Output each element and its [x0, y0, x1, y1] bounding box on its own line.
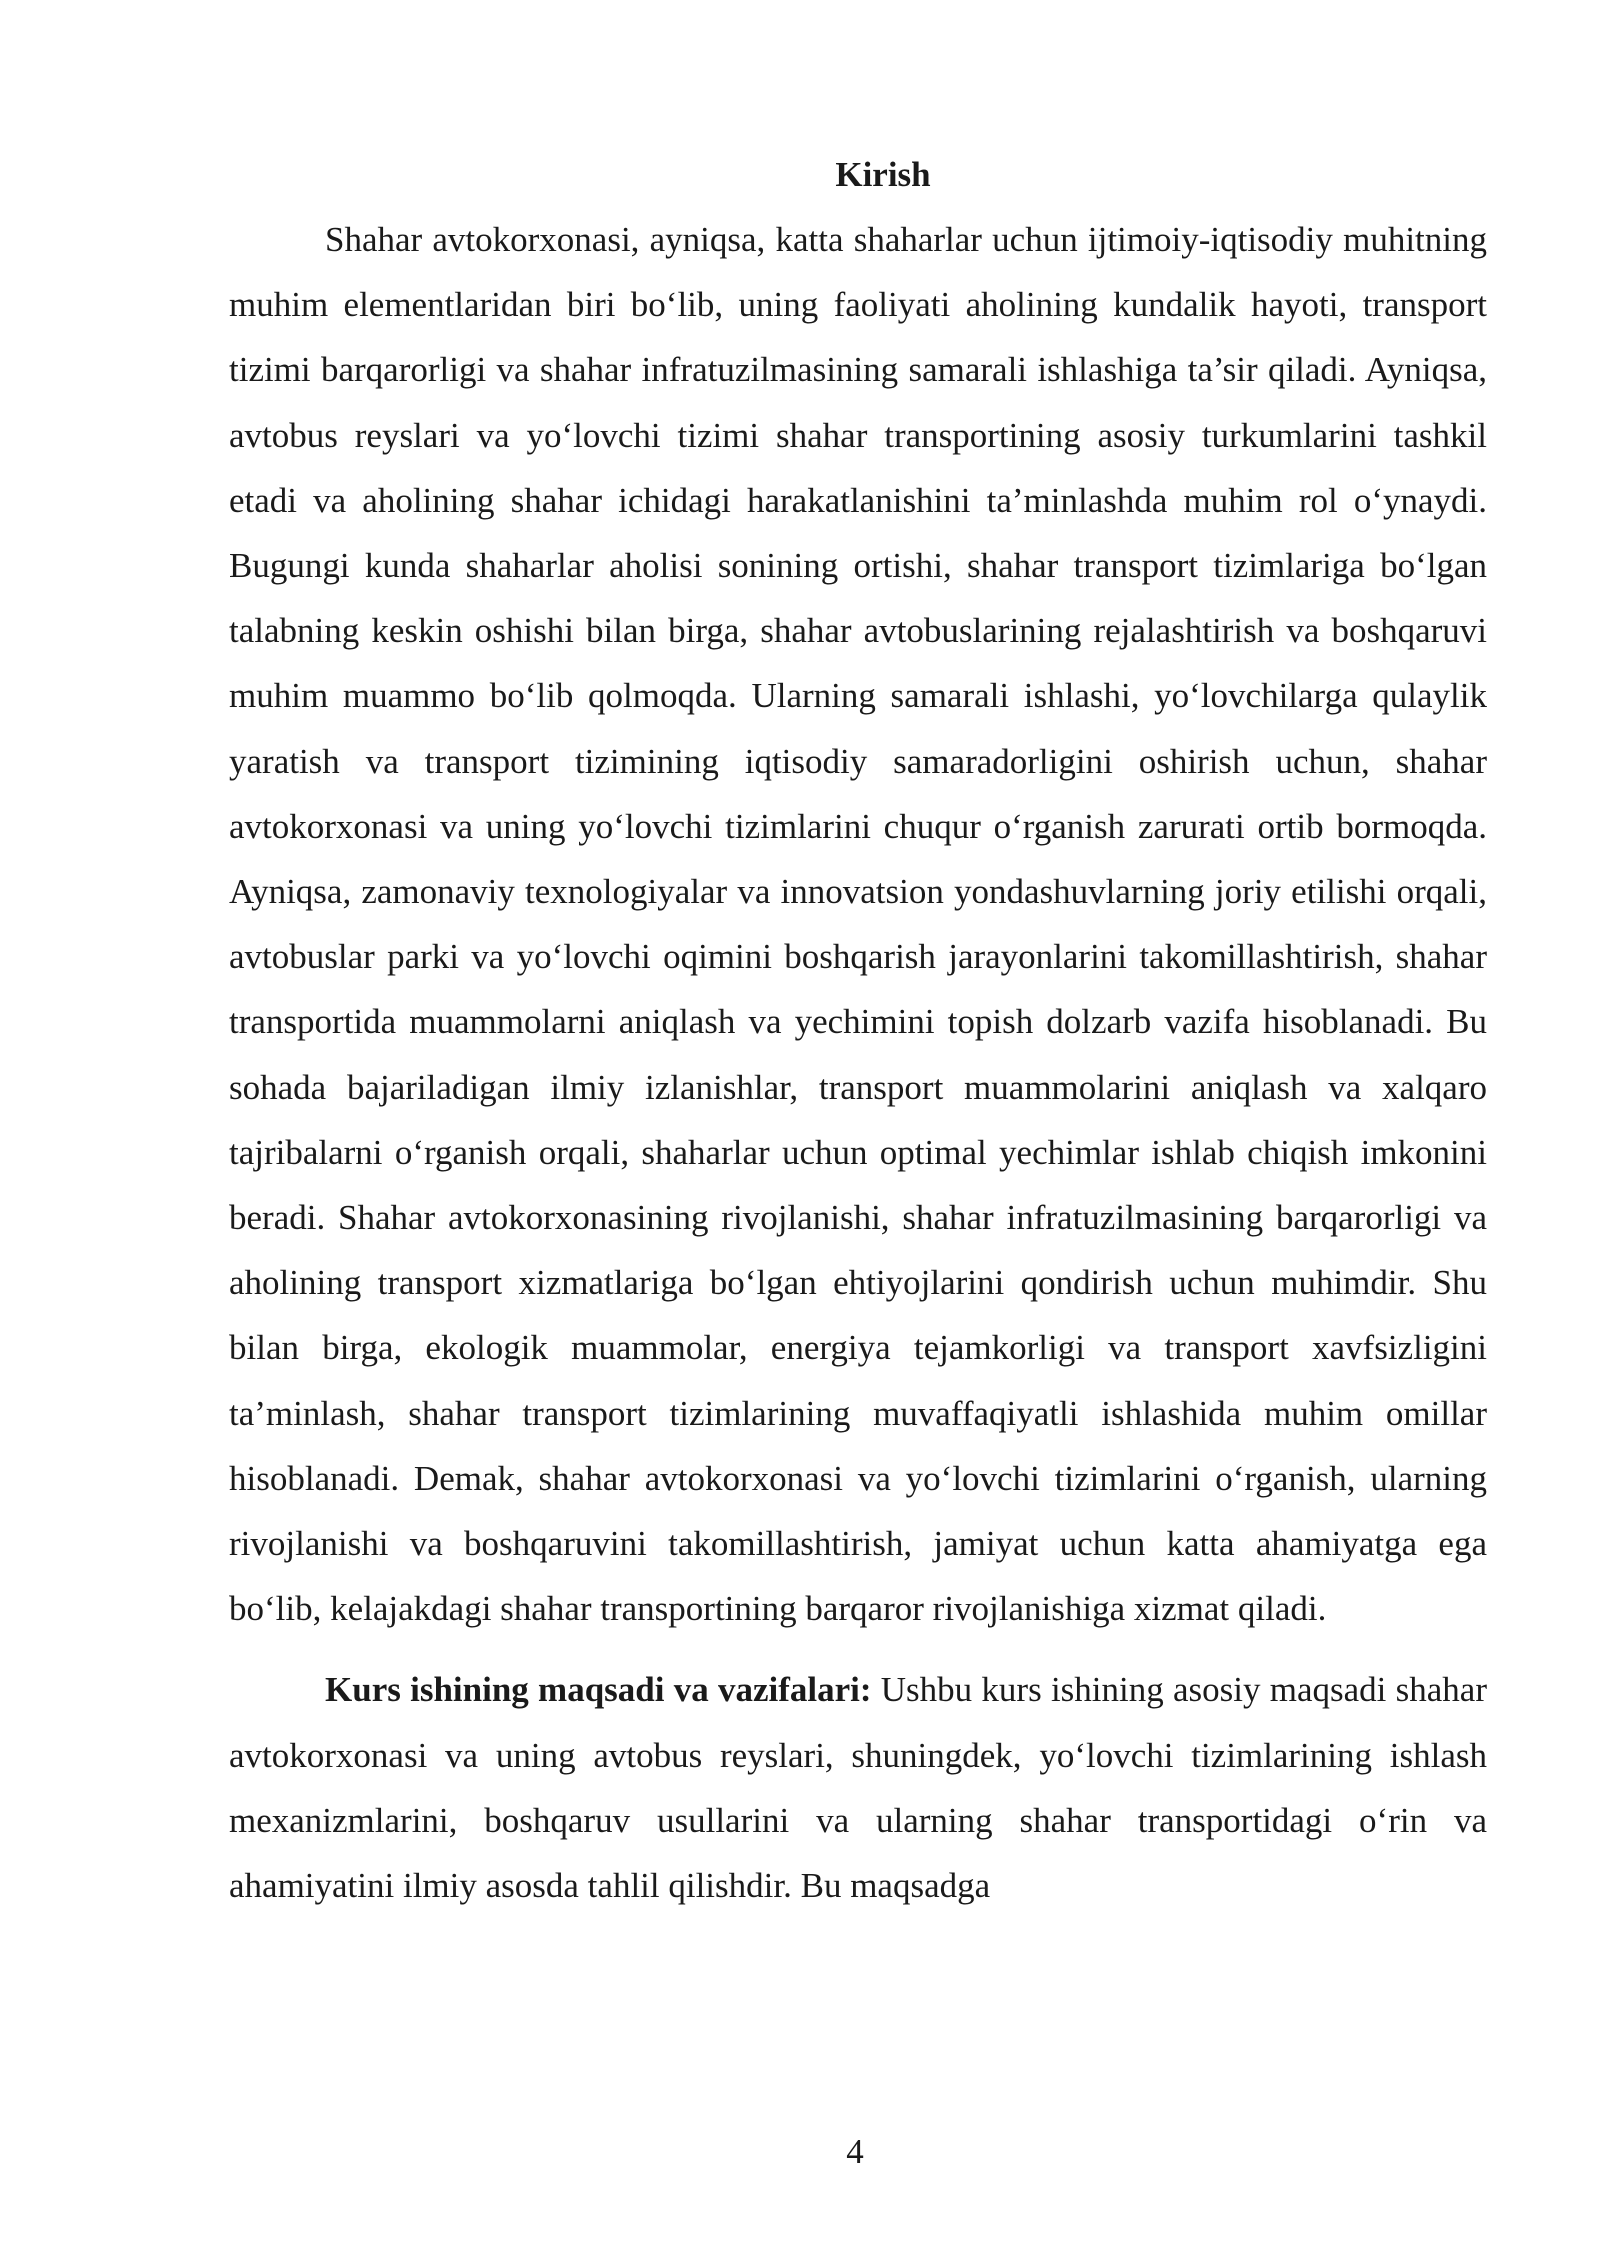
- section-title: Kirish: [835, 155, 931, 194]
- goals-heading: Kurs ishining maqsadi va vazifalari:: [325, 1670, 872, 1710]
- intro-paragraph: Shahar avtokorxonasi, ayniqsa, katta shaharlar uchun ijtimoiy-iqtisodiy muhitning muhim elementlaridan biri bo‘lib, uning faoliyati aholining kundalik hayoti, transport tizimi barqarorligi va shahar infratuzilmasining samarali ishlashiga ta’sir qiladi. Ayniqsa, avtobus reyslari va yo‘lovchi tizimi shahar transportining asosiy turkumlarini tashkil etadi va aholining shahar ichidagi harakatlanishini ta’minlashda muhim rol o‘ynaydi. Bugungi kunda shaharlar aholisi sonining ortishi, shahar transport tizimlariga bo‘lgan talabning keskin oshishi bilan birga, shahar avtobuslarining rejalashtirish va boshqaruvi muhim muammo bo‘lib qolmoqda. Ularning samarali ishlashi, yo‘lovchilarga qulaylik yaratish va transport tizimining iqtisodiy samaradorligini oshirish uchun, shahar avtokorxonasi va uning yo‘lovchi tizimlarini chuqur o‘rganish zarurati ortib bormoqda. Ayniqsa, zamonaviy texnologiyalar va innovatsion yondashuvlarning joriy etilishi orqali, avtobuslar parki va yo‘lovchi oqimini boshqarish jarayonlarini takomillashtirish, shahar transportida muammolarni aniqlash va yechimini topish dolzarb vazifa hisoblanadi. Bu sohada bajariladigan ilmiy izlanishlar, transport muammolarini aniqlash va xalqaro tajribalarni o‘rganish orqali, shaharlar uchun optimal yechimlar ishlab chiqish imkonini beradi. Shahar avtokorxonasining rivojlanishi, shahar infratuzilmasining barqarorligi va aholining transport xizmatlariga bo‘lgan ehtiyojlarini qondirish uchun muhimdir. Shu bilan birga, ekologik muammolar, energiya tejamkorligi va transport xavfsizligini ta’minlash, shahar transport tizimlarining muvaffaqiyatli ishlashida muhim omillar hisoblanadi. Demak, shahar avtokorxonasi va yo‘lovchi tizimlarini o‘rganish, ularning rivojlanishi va boshqaruvini takomillashtirish, jamiyat uchun katta ahamiyatga ega bo‘lib, kelajakdagi shahar transportining barqaror rivojlanishiga xizmat qiladi.: [229, 220, 1487, 1629]
- goals-paragraph: [229, 1657, 1487, 1918]
- goals-text: Ushbu kurs ishining asosiy maqsadi shahar avtokorxonasi va uning avtobus reyslari, shuningdek, yo‘lovchi tizimlarining ishlash mexanizmlarini, boshqaruv usullarini va ularning shahar transportidagi o‘rin va ahamiyatini ilmiy asosda tahlil qilishdir. Bu maqsadga: [229, 1670, 1487, 1906]
- page-content: [229, 142, 1487, 1918]
- page-number: 4: [846, 2132, 864, 2171]
